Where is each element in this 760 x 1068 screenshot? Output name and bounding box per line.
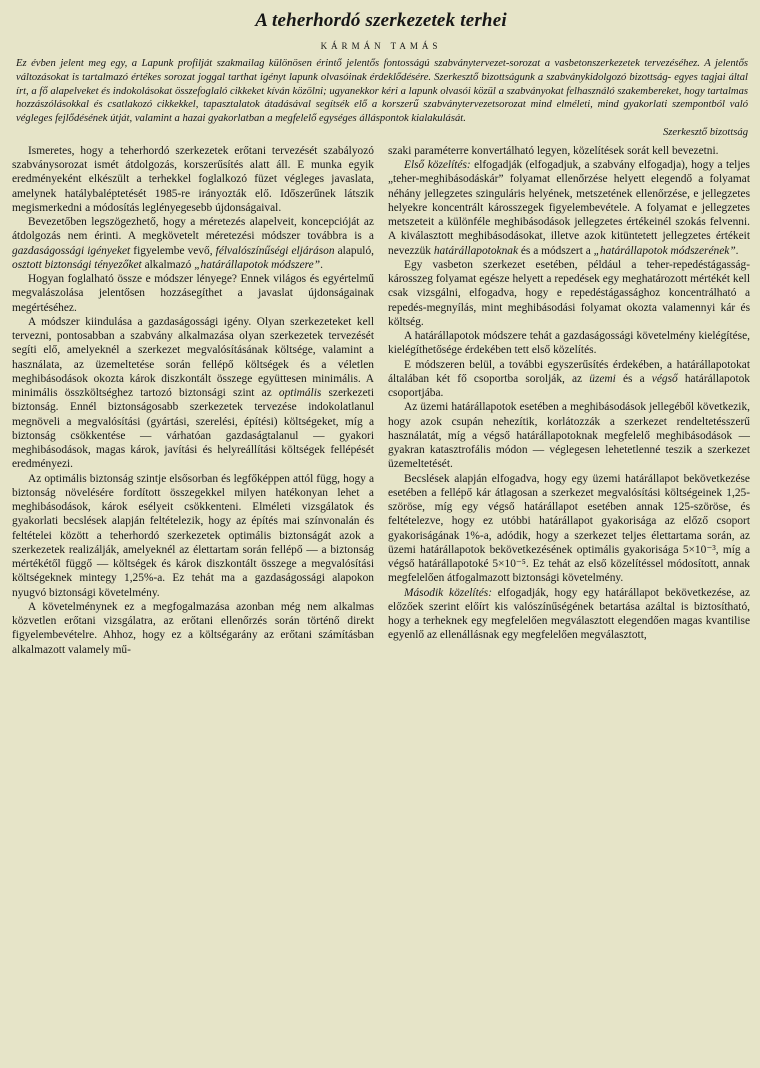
article-title: A teherhordó szerkezetek terhei (255, 10, 507, 31)
paragraph: Egy vasbeton szerkezet esetében, például a teher-repedéstágasság-károsszeg folyamat egésze helyett a repedések egy meghatározott mértékét kell csak vizsgálni, elfogadva, hogy e repedéstágassághoz koncentrálható a repedés-megnyílás, mint meghibásodási folyamat okozta valamennyi kár és költség. (388, 258, 750, 328)
paragraph: A módszer kiindulása a gazdaságossági igény. Olyan szerkezeteket kell tervezni, pontosabban a szabvány alkalmazása olyan szerkezetek tervezését segíti elő, amelyeknél a szerkezet megvalósításának költsége, valamint a használata, az üzemeltetése során fellépő költségek és a véletlen meghibásodások okozta károk diszkontált összege együttesen minimális. A minimális összköltséghez tartozó biztonsági szint az optimális szerkezeti biztonság. Ennél biztonságosabb szerkezetek tervezése indokolatlanul megnöveli a megvalósítási (gyártási, szerelési, építési) költségeket, míg a biztonság csökkentése — várhatóan gazdaságtalanul — gyakori meghibásodások, magas károk, javítási és helyreállítási költségek fellépését eredményezi. (12, 315, 374, 471)
editorial-abstract: Ez évben jelent meg egy, a Lapunk profilját szakmailag különösen érintő jelentős fontosságú szabványtervezet-sorozat a vasbetonszerkezetek tervezéséhez. A jelentős változásokat is tartalmazó értékes sorozat joggal tarthat igényt lapunk olvasóinak érdeklődésére. Szerkesztő bizottságunk a szabványkidolgozó bizottság- egyes tagjai által írt, a fő alapelveket és indokolásokat összefoglaló cikkeket kíván közölni; ugyanekkor kéri a lapunk olvasói közül a szabványokat felhasználó szakembereket, hogy tartalmas hozzászólásokkal és csatlakozó cikkekkel, tapasztalatok átadásával segítsék elő a korszerű szabványtervezetsorozat mind elméleti, mind gyakorlati szempontból való végleges fejlődésének útját, valamint a hazai gyakorlatban a megfelelő egységes álláspontok kialakulását. (16, 58, 748, 125)
paragraph: Ismeretes, hogy a teherhordó szerkezetek erőtani tervezését szabályozó szabványsorozat ismét átdolgozás, korszerűsítés alatt áll. E munka egyik eredményeként elkészült a terhekkel foglalkozó füzet végleges javaslata, amelynek hatálybaléptetését 1985-re irányozták elő. Időszerűnek látszik megismerkedni a módosítás leglényegesebb újdonságaival. (12, 144, 374, 214)
article-body (12, 144, 750, 1004)
paragraph: Bevezetőben legszögezhető, hogy a méretezés alapelveit, koncepcióját az átdolgozás nem érinti. A megkövetelt méretezési módszer továbbra is a gazdaságossági igényeket figyelembe vevő, félvalószínűségi eljáráson alapuló, osztott biztonsági tényezőket alkalmazó „határállapotok módszere”. (12, 216, 374, 271)
editorial-signature: Szerkesztő bizottság (662, 126, 748, 138)
paragraph: A követelménynek ez a megfogalmazása azonban még nem alkalmas közvetlen erőtani vizsgálatra, az erőtani ellenőrzés során történő direkt figyelembevételre. Ahhoz, hogy ez a költségarány az erőtani számításban alkalmazott valamely mű- (12, 600, 374, 656)
article-author: KÁRMÁN TAMÁS (320, 41, 442, 51)
paragraph: Első közelítés: elfogadják (elfogadjuk, a szabvány elfogadja), hogy a teljes „teher-meghibásodáskár” folyamat ellenőrzése helyett elegendő a folyamat néhány jellegzetes szinguláris helyének, metszetének ellenőrzése, e jellegzetes helyekre koncentrált károsszegek figyelembevétele. A folyamat e jellegzetes metszeteit a különféle meghibásodások jellegzetes értékeinél szokás felvenni. A kiválasztott meghibásodásokat, illetve azok kitüntetett jellegzetes értékeit nevezzük határállapotoknak és a módszert a „határállapotok módszerének”. (388, 159, 750, 257)
left-column (12, 144, 374, 1004)
paragraph: Az üzemi határállapotok esetében a meghibásodások jellegéből következik, hogy azok csupán nehezítik, korlátozzák a szerkezet rendeltetésszerű használatát, míg a végső határállapotoknak megfelelő meghibásodások — gyakran katasztrofális módon — véglegesen lehetetlenné teszik a szerkezet üzemeltetését. (388, 401, 750, 471)
paragraph: Az optimális biztonság szintje elsősorban és legfőképpen attól függ, hogy a biztonság növelésére fordított összegekkel milyen hatékonyan lehet a meghibásodások, károk esélyeit csökkenteni. Elméleti vizsgálatok és gyakorlati becslések alapján feltételezik, hogy az építés mai színvonalán és feltételei között a teherhordó szerkezetek optimális biztonságát azok a szerkezetek realizálják, amelyeknél az élettartam során fellépő — a biztonság mértékétől függő — költségek és károk diszkontált összege a megvalósítási költségeknek mintegy 1,25%-a. Ez tehát ma a gazdaságossági alapokon nyugvó biztonsági követelmény. (12, 472, 374, 599)
paragraph: Hogyan foglalható össze e módszer lényege? Ennek világos és egyértelmű megvalászolása jelentősen hozzásegíthet a javaslat újdonságainak megértéséhez. (12, 273, 374, 314)
paragraph: E módszeren belül, a további egyszerűsítés érdekében, a határállapotokat általában két fő csoportba sorolják, az üzemi és a végső határállapotok csoportjába. (388, 358, 750, 400)
paragraph: szaki paraméterre konvertálható legyen, közelítések sorát kell bevezetni. (388, 144, 719, 157)
paragraph: Becslések alapján elfogadva, hogy egy üzemi határállapot bekövetkezése esetében a fellépő kár átlagosan a szerkezet megvalósítási költségeinek 1,25-szöröse, míg egy végső határállapot esetében annak 125-szöröse, és feltételezve, hogy ez utóbbi határállapot gyakorisága az előző csoport gyakoriságának 1%-a, adódik, hogy a szerkezet teljes élettartama során, az üzemi határállapotok bekövetkezésének optimális gyakorisága 5×10⁻³, míg a végső határállapotoké 5×10⁻⁵. Ez tehát az első közelítéssel módosított, annak megfelelően átfogalmazott biztonsági követelmény. (388, 472, 750, 585)
paragraph: A határállapotok módszere tehát a gazdaságossági követelmény kielégítése, kielégíthetősége érdekében tett első közelítés. (388, 330, 750, 357)
right-column (388, 144, 750, 1004)
paragraph: Második közelítés: elfogadják, hogy egy határállapot bekövetkezése, az előzőek szerint előírt kis valószínűségének betartása azáltal is biztosítható, hogy a terheknek egy megfelelően megválasztott elegendően magas kvantilise egyenlő az ellenállásnak egy megfelelően megválasztott, (388, 586, 750, 642)
